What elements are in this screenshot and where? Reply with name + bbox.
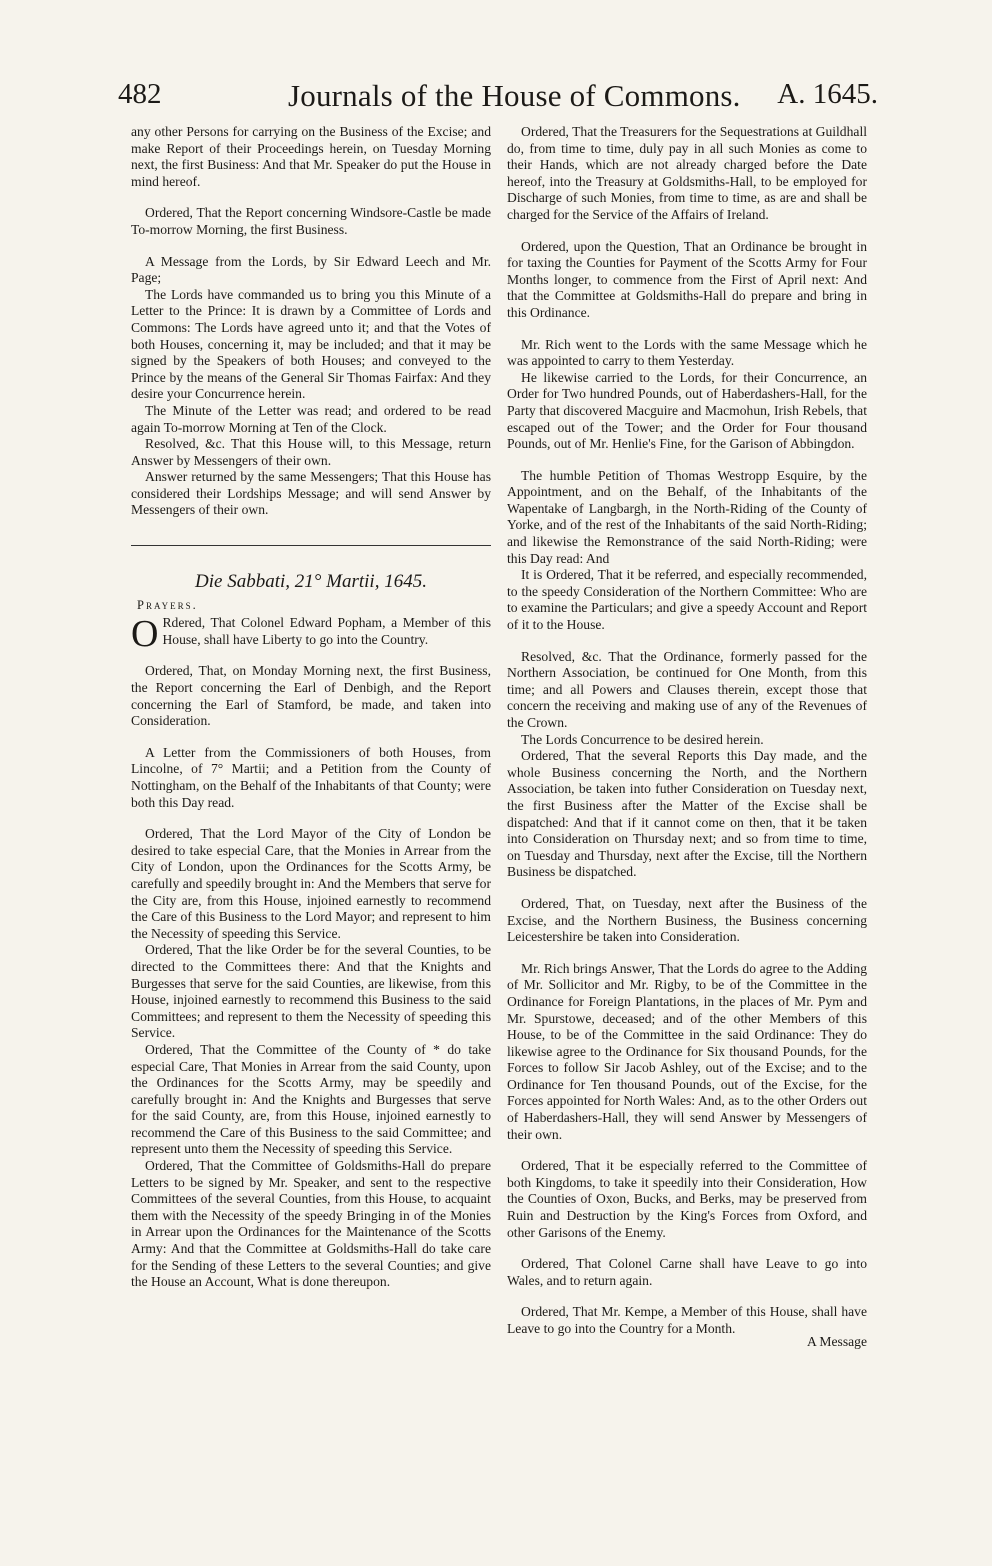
entry-answer-returned: Answer returned by the same Messengers; That this House has considered their Lordships Message; and will send Answer by Messengers of their own. (131, 469, 491, 518)
page-header (118, 78, 878, 126)
entry-popham (131, 613, 491, 656)
drop-cap: O (131, 613, 159, 656)
section-divider (131, 545, 491, 546)
catchword: A Message (806, 1333, 867, 1349)
left-column (131, 124, 491, 1291)
page-number: 482 (118, 78, 162, 110)
right-column (507, 124, 867, 1350)
entry-rich-orders: He likewise carried to the Lords, for their Concurrence, an Order for Two hundred Pounds, out of Haberdashers-Hall, for the Party that discovered Macguire and Macmohun, Irish Rebels, that escaped out of the Tower; and the Order for Four thousand Pounds, out of Mr. Henlie's Fine, for the Garison of Abbingdon. (507, 369, 867, 452)
entry-rich-message: Mr. Rich went to the Lords with the same Message which he was appointed to carry to them Yesterday. (507, 336, 867, 369)
entry-several-reports: Ordered, That the several Reports this Day made, and the whole Business concerning the North, and the Northern Association, be taken into futher Consideration on Tuesday next, the first Business after the Matter of the Excise shall be dispatched: And that if it cannot come on then, that it be taken into Consideration on Thursday next; and so from time to time, on Tuesday and Thursday, next after the Excise, till the Northern Business be dispatched. (507, 748, 867, 880)
entry-leicestershire: Ordered, That, on Tuesday, next after the Business of the Excise, and the Northern Business, the Business concerning Leicestershire be taken into Consideration. (507, 895, 867, 945)
entry-minute-read: The Minute of the Letter was read; and ordered to be read again To-morrow Morning at Ten of the Clock. (131, 402, 491, 435)
entry-scotts-army-tax: Ordered, upon the Question, That an Ordinance be brought in for taxing the Counties for Payment of the Scotts Army for Four Months longer, to commence from the First of April next: And that the Committee at Goldsmiths-Hall do prepare and bring in this Ordinance. (507, 238, 867, 320)
entry-resolved-answer: Resolved, &c. That this House will, to this Message, return Answer by Messengers of their own. (131, 436, 491, 468)
entry-rich-answer: Mr. Rich brings Answer, That the Lords do agree to the Adding of Mr. Sollicitor and Mr. Rigby, to be of the Committee in the Ordinance for Foreign Plantations, in the places of Mr. Pym and Mr. Spurstowe, deceased; and of the other Members of this House, to be of the Committee in the said Ordinance: They do likewise agree to the Ordinance for Six thousand Pounds, for the Forces to follow Sir Jacob Ashley, out of the Excise; and to the Ordinance for Ten thousand Pounds, out of the Excise, for the Forces appointed for North Wales: And, as to the other Orders out of Haberdashers-Hall, they will send Answer by Messengers of their own. (507, 960, 867, 1142)
running-title: Journals of the House of Commons. (288, 78, 741, 113)
entry-lords-concurrence: The Lords Concurrence to be desired herein. (521, 731, 764, 747)
entry-westropp-petition: The humble Petition of Thomas Westropp Esquire, by the Appointment, and on the Behalf, of the Inhabitants of the Wapentake of Langbargh, in the North-Riding of the County of Yorke, and of the rest of the Inhabitants of the said North-Riding; and likewise the Remonstrance of the said North-Riding; were this Day read: And (507, 467, 867, 566)
running-year: A. 1645. (777, 78, 878, 110)
entry-northern-committee: It is Ordered, That it be referred, and especially recommended, to the speedy Consideration of the Northern Committee: Who are to examine the Particulars; and give a speedy Account and Report of it to the House. (507, 567, 867, 633)
entry-colonel-carne: Ordered, That Colonel Carne shall have Leave to go into Wales, and to return again. (507, 1256, 867, 1288)
entry-lord-mayor: Ordered, That the Lord Mayor of the City of London be desired to take especial Care, that the Monies in Arrear from the City of London, upon the Ordinances for the Scotts Army, be carefully and speedily brought in: And the Members that serve for the City are, from this House, injoined earnestly to recommend the Care of this Business to the Lord Mayor; and represent to him the Necessity of speeding this Service. (131, 826, 491, 941)
entry-both-kingdoms: Ordered, That it be especially referred to the Committee of both Kingdoms, to take it speedily into their Consideration, How the Counties of Oxon, Bucks, and Berks, may be preserved from Ruin and Destruction by the King's Forces from Oxford, and other Garisons of the Enemy. (507, 1158, 867, 1240)
entry-lords-message-text: The Lords have commanded us to bring you this Minute of a Letter to the Prince: It is drawn by a Committee of Lords and Commons: The Lords have agreed unto it; and that the Votes of both Houses, concerning it, may be included; and that it may be signed by the Speakers of both Houses; and conveyed to the Prince by the means of the General Sir Thomas Fairfax: And they desire your Concurrence herein. (131, 286, 491, 402)
entry-guildhall-treasurers: Ordered, That the Treasurers for the Sequestrations at Guildhall do, from time to time, duly pay in all such Monies as come to their Hands, which are not already charged before the Date hereof, into the Treasury at Goldsmiths-Hall, to be employed for Discharge of such Monies, from time to time, as are and shall be charged for the Service of the Affairs of Ireland. (507, 124, 867, 222)
entry-county-committee: Ordered, That the Committee of the County of * do take especial Care, That Monies in Arrear from the said County, upon the Ordinances for the Scotts Army, may be speedily and carefully brought in: And the Knights and Burgesses that serve for the said County, are, from this House, injoined earnestly to recommend the Care of this Business to the said Committee; and represent unto them the Necessity of speeding this Service. (131, 1041, 491, 1157)
entry-lincolne-letter: A Letter from the Commissioners of both Houses, from Lincolne, of 7° Martii; and a Petition from the County of Nottingham, on the Behalf of the Inhabitants of that County; were both this Day read. (131, 744, 491, 810)
entry-denbigh-stamford: Ordered, That, on Monday Morning next, the first Business, the Report concerning the Earl of Denbigh, and the Report concerning the Earl of Stamford, be made, and taken into Consideration. (131, 663, 491, 729)
prayers-heading: Prayers. (137, 597, 198, 612)
entry-popham-text: Rdered, That Colonel Edward Popham, a Member of this House, shall have Liberty to go into the Country. (162, 615, 491, 647)
entry-several-counties: Ordered, That the like Order be for the several Counties, to be directed to the Committees there: And that the Knights and Burgesses that serve for the said Counties, are likewise, from this House, injoined earnestly to recommend this Business to the said Committees; and represent to them the Necessity of speeding this Service. (131, 942, 491, 1041)
entry-lords-message: A Message from the Lords, by Sir Edward Leech and Mr. Page; (131, 253, 491, 286)
entry-northern-association: Resolved, &c. That the Ordinance, formerly passed for the Northern Association, be continued for One Month, from this time; and all Powers and Clauses therein, except those that concern the receiving and making use of any of the Revenues of the Crown. (507, 648, 867, 730)
entry-mr-kempe: Ordered, That Mr. Kempe, a Member of this House, shall have Leave to go into the Country for a Month. (507, 1304, 867, 1336)
session-date: Die Sabbati, 21° Martii, 1645. (195, 571, 427, 593)
entry-goldsmiths-letters: Ordered, That the Committee of Goldsmiths-Hall do prepare Letters to be signed by Mr. Speaker, and sent to the respective Committees of the several Counties, from this House, to acquaint them with the Necessity of the speedy Bringing in of the Monies in Arrear upon the Ordinances for the Maintenance of the Scotts Army: And that the Committee at Goldsmiths-Hall do take care for the Sending of these Letters to the several Counties; and give the House an Account, What is done thereupon. (131, 1158, 491, 1290)
entry-excise-continuation: any other Persons for carrying on the Business of the Excise; and make Report of their Proceedings herein, on Tuesday Morning next, the first Business: And that Mr. Speaker do put the House in mind hereof. (131, 124, 491, 189)
entry-windsore-castle: Ordered, That the Report concerning Windsore-Castle be made To-morrow Morning, the first Business. (131, 205, 491, 237)
